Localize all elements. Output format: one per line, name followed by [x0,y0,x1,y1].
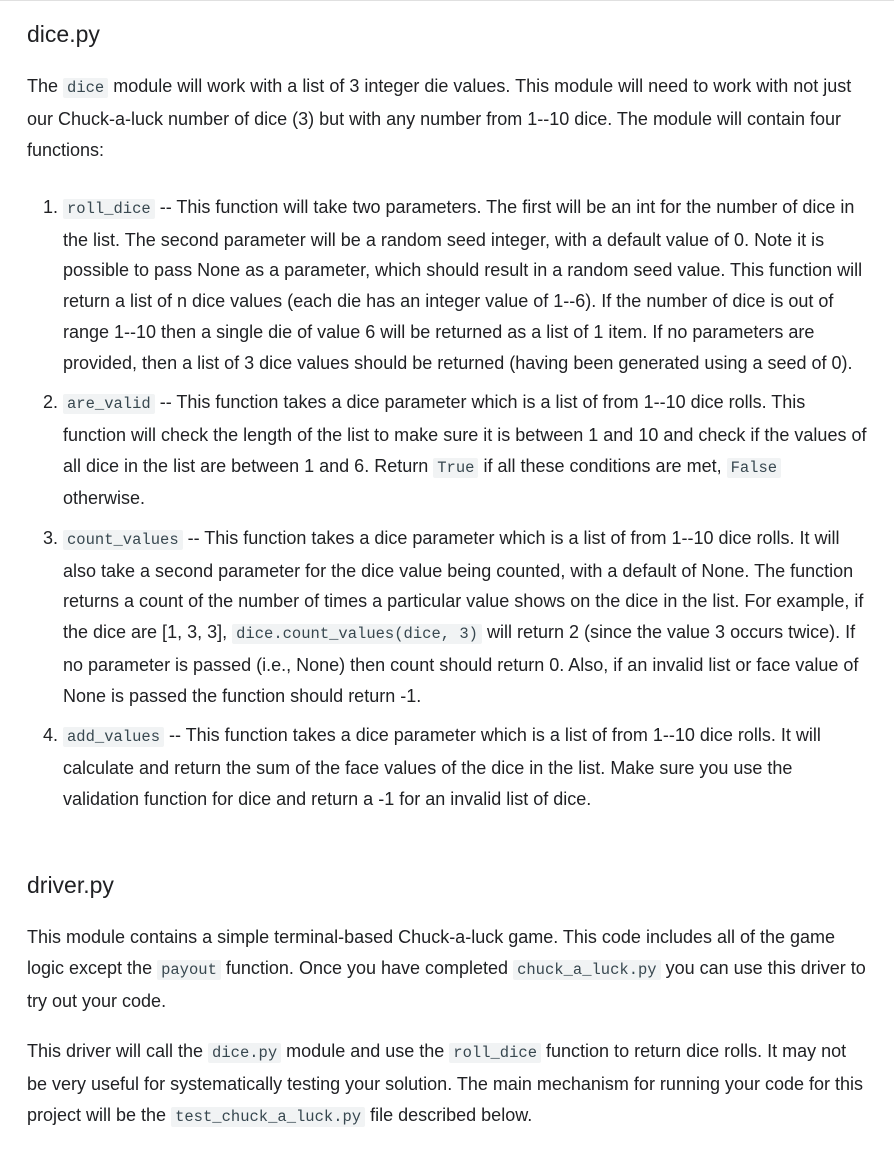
function-description: otherwise. [63,488,146,509]
function-item-count-values [63,523,868,711]
text-run: This driver will call the [27,1041,209,1062]
inline-code: False [727,458,782,478]
inline-code: True [433,458,478,478]
inline-code: roll_dice [449,1043,541,1063]
dice-intro-paragraph [27,71,868,166]
function-description: -- This function will take two parameters. The first will be an int for the number of dice in the list. The second parameter will be a random seed integer, with a default value of 0. Note it is possible to pass None as a parameter, which should result in a random seed value. This function will return a list of n dice values (each die has an integer value of 1--6). If the number of dice is out of range 1--10 then a single die of value 6 will be returned as a list of 1 item. If no parameters are provided, then a list of 3 dice values should be returned (having been generated using a seed of 0). [63,197,863,373]
driver-section-heading: driver.py [27,872,114,899]
function-name-code: count_values [63,530,183,550]
function-list [27,192,868,814]
text-run: module and use the [281,1041,450,1062]
function-item-roll-dice [63,192,868,378]
inline-code: test_chuck_a_luck.py [171,1107,365,1127]
function-name-code: are_valid [63,394,155,414]
text-run: This module contains a simple terminal-based Chuck-a-luck game. This code includes all of the game logic except the [27,927,836,979]
function-item-add-values [63,720,868,814]
document-body [0,19,894,1133]
function-name-code: add_values [63,727,164,747]
text-run: function. Once you have completed [220,958,514,979]
text-run: The [27,76,64,96]
function-description: if all these conditions are met, [478,455,727,476]
text-run: function to return dice rolls. It may not be very useful for systematically testing your solution. The main mechanism for running your code for this project will be the [27,1041,864,1126]
function-name-code: roll_dice [63,199,155,219]
function-item-are-valid [63,387,868,514]
text-run: file described below. [365,1105,533,1126]
inline-code: dice [63,78,108,98]
dice-section-heading: dice.py [27,21,100,47]
function-description: -- This function takes a dice parameter which is a list of from 1--10 dice rolls. It will also take a second parameter for the dice value being counted, with a default of None. The function returns a count of the number of times a particular value shows on the dice in the list. For example, if the dice are [1, 3, 3], [63,528,864,643]
function-description: will return 2 (since the value 3 occurs twice). If no parameter is passed (i.e., None) then count should return 0. Also, if an invalid list or face value of None is passed the function should return -1. [63,622,859,706]
text-run: module will work with a list of 3 integer die values. This module will need to work with not just our Chuck-a-luck number of dice (3) but with any number from 1--10 dice. The module will contain four functions: [27,76,852,160]
inline-code: dice.count_values(dice, 3) [232,624,482,644]
inline-code: payout [157,960,221,980]
text-run: you can use this driver to try out your code. [27,958,866,1012]
function-description: -- This function takes a dice parameter which is a list of from 1--10 dice rolls. This function will check the length of the list to make sure it is between 1 and 10 and check if the values of all dice in the list are between 1 and 6. Return [63,392,867,476]
inline-code: dice.py [208,1043,281,1063]
driver-paragraph-1 [27,922,868,1017]
function-description: -- This function takes a dice parameter which is a list of from 1--10 dice rolls. It will calculate and return the sum of the face values of the dice in the list. Make sure you use the validation function for dice and return a -1 for an invalid list of dice. [63,725,821,809]
driver-paragraph-2 [27,1036,868,1133]
inline-code: chuck_a_luck.py [513,960,661,980]
